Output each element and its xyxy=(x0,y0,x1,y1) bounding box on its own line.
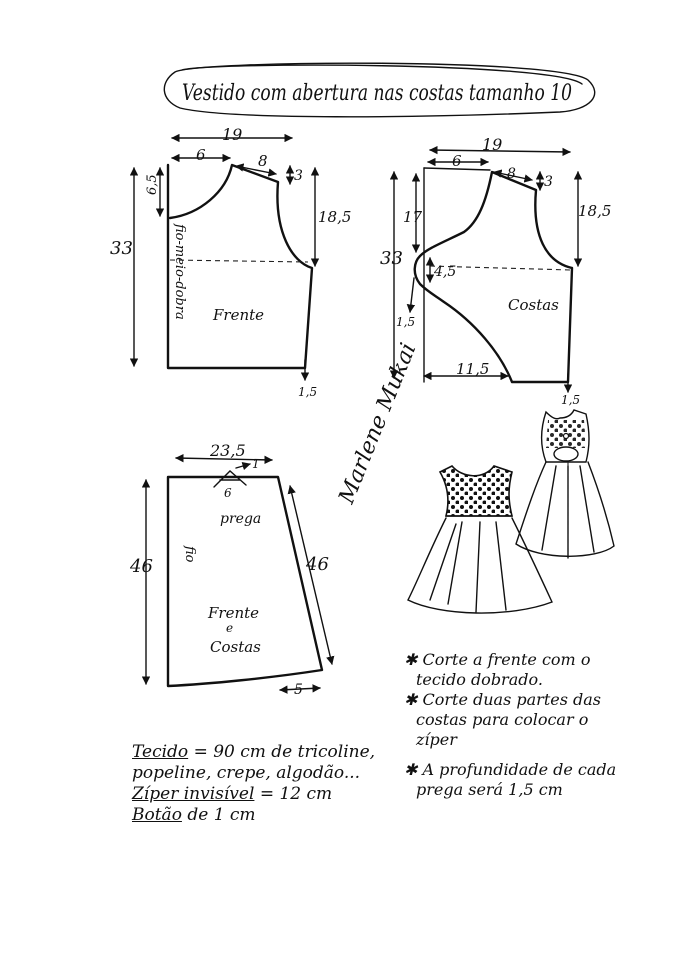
instruction-1-line1: Corte a frente com o xyxy=(422,650,591,669)
skirt-grain-label: fio xyxy=(182,546,197,563)
back-shoulder-label: 8 xyxy=(507,166,516,182)
skirt-hem-label: 5 xyxy=(294,682,303,698)
instruction-2-line2: costas para colocar o xyxy=(416,710,589,729)
instruction-3: ✱ A profundidade de cada xyxy=(404,760,617,779)
back-length-label: 33 xyxy=(380,248,403,269)
skirt-left-length-label: 46 xyxy=(130,556,153,577)
zipper-value: = 12 cm xyxy=(259,784,333,804)
front-hem-label: 1,5 xyxy=(298,385,318,399)
pleat-mark xyxy=(214,471,246,487)
back-drop-label: 3 xyxy=(544,174,553,190)
skirt-label-2: e xyxy=(226,621,234,635)
back-opening-side-arrow xyxy=(410,278,414,312)
skirt-right-length-arrow xyxy=(290,486,332,664)
back-piece-label: Costas xyxy=(508,296,559,314)
front-fold-label: fio-meio-dobra xyxy=(172,224,187,320)
front-neckdepth-label: 6,5 xyxy=(145,174,160,195)
back-side-label: 18,5 xyxy=(578,202,612,220)
skirt-width-label: 23,5 xyxy=(210,441,246,460)
cutting-instructions xyxy=(404,650,644,800)
instruction-3-line1: A profundidade de cada xyxy=(422,760,617,779)
back-bodice xyxy=(380,135,611,407)
skirt-right-length-label: 46 xyxy=(306,554,329,575)
skirt-label-3: Costas xyxy=(210,638,261,656)
zipper-label: Zíper invisível xyxy=(132,784,255,804)
skirt-piece xyxy=(129,441,332,698)
instruction-2-line3: zíper xyxy=(416,730,457,749)
skirt-label-1: Frente xyxy=(208,604,260,622)
front-shoulder-label: 8 xyxy=(258,152,268,170)
fabric-line1: = 90 cm de tricoline, xyxy=(193,742,376,762)
instruction-3-line2: prega será 1,5 cm xyxy=(416,780,563,799)
front-width-label: 19 xyxy=(222,125,243,144)
front-side-label: 18,5 xyxy=(318,208,352,226)
back-neck-label: 6 xyxy=(452,152,462,170)
back-opening-top-label: 17 xyxy=(403,208,423,226)
dress-front-illustration xyxy=(408,466,552,613)
pleat-width-label: 6 xyxy=(224,486,232,500)
front-drop-label: 3 xyxy=(294,168,303,184)
front-bodice-outline xyxy=(168,165,312,368)
fabric-line2: popeline, crepe, algodão... xyxy=(132,763,361,783)
back-opening-side-label: 1,5 xyxy=(396,315,416,329)
title-text: Vestido com abertura nas costas tamanho 10 xyxy=(182,81,572,106)
back-hem-rise-label: 1,5 xyxy=(561,393,581,407)
signature-text: Marlene Mukai xyxy=(334,339,422,508)
signature xyxy=(334,340,421,508)
front-waist-guide xyxy=(170,260,308,262)
pleat-offset-label: 1 xyxy=(252,457,260,471)
materials-notes xyxy=(132,742,382,826)
instruction-1: ✱ Corte a frente com o xyxy=(404,650,591,669)
dress-back-opening xyxy=(554,447,578,461)
instruction-2-line1: Corte duas partes das xyxy=(422,690,602,709)
dress-front-bodice xyxy=(440,466,512,516)
button-value: de 1 cm xyxy=(187,805,256,825)
pleat-label: prega xyxy=(220,511,262,527)
button-label: Botão xyxy=(132,805,182,825)
front-length-label: 33 xyxy=(110,238,133,259)
dress-back-illustration xyxy=(516,410,614,558)
back-width-label: 19 xyxy=(482,135,503,154)
front-piece-label: Frente xyxy=(213,306,265,324)
front-bodice xyxy=(110,125,351,399)
instruction-1-line2: tecido dobrado. xyxy=(416,670,543,689)
dress-front-folds xyxy=(430,522,506,612)
fabric-label: Tecido xyxy=(132,742,189,762)
back-opening-gap-label: 4,5 xyxy=(434,264,457,280)
dress-back-skirt xyxy=(516,462,614,556)
pleat-offset-arrow xyxy=(236,464,250,468)
back-hem-width-label: 11,5 xyxy=(456,360,490,378)
front-neck-label: 6 xyxy=(196,146,206,164)
title-banner xyxy=(164,63,594,117)
instruction-2: ✱ Corte duas partes das xyxy=(404,690,602,709)
dress-back-button xyxy=(564,434,569,439)
